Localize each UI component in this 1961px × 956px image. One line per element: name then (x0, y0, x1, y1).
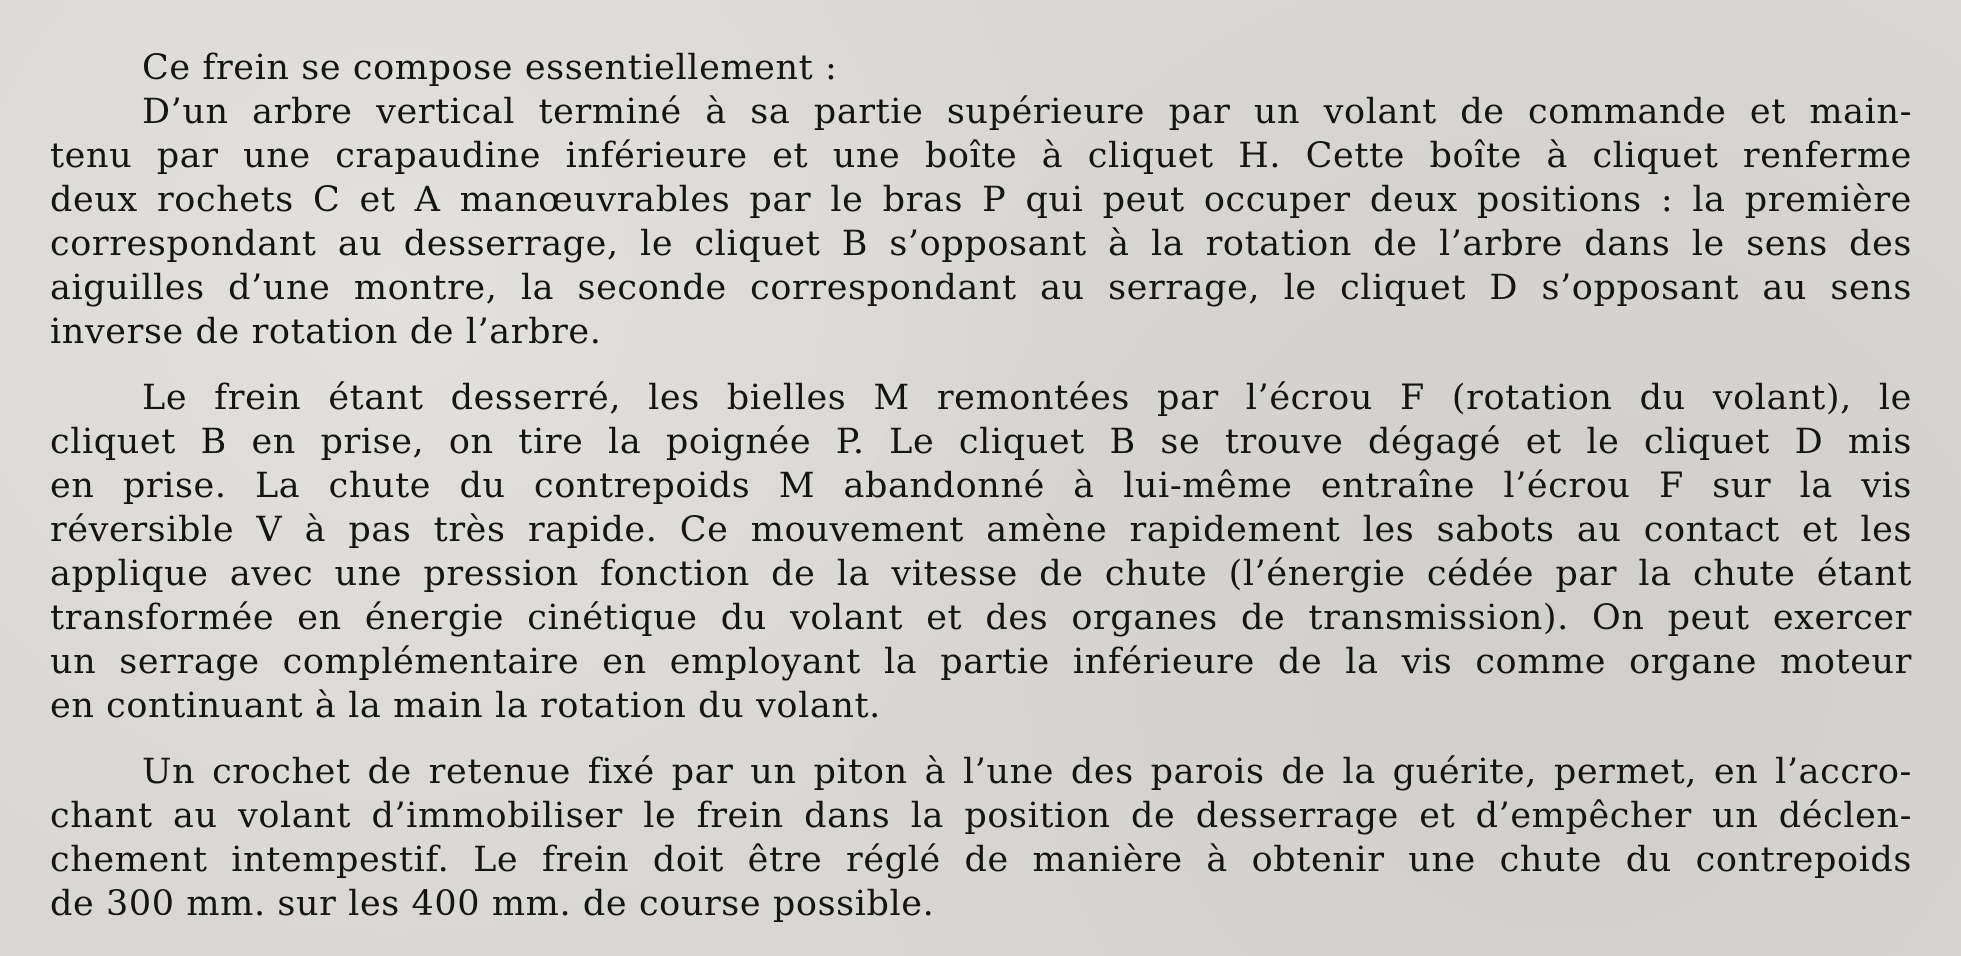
paragraph-line: en prise. La chute du contrepoids M abandonné à lui-même entraîne l’écrou F sur la vis (50, 466, 1912, 506)
paragraph-line: aiguilles d’une montre, la seconde correspondant au serrage, le cliquet D s’opposant au sens (50, 268, 1912, 308)
paragraph-line: Le frein étant desserré, les bielles M remontées par l’écrou F (rotation du volant), le (142, 378, 1912, 418)
paragraph-line: en continuant à la main la rotation du volant. (50, 686, 881, 726)
paragraph-line: Un crochet de retenue fixé par un piton à l’une des parois de la guérite, permet, en l’accro- (142, 752, 1912, 792)
paragraph-line: inverse de rotation de l’arbre. (50, 312, 602, 352)
paragraph-line: chant au volant d’immobiliser le frein dans la position de desserrage et d’empêcher un déclen- (50, 796, 1912, 836)
paragraph-line: réversible V à pas très rapide. Ce mouvement amène rapidement les sabots au contact et les (50, 510, 1912, 550)
paragraph-line: cliquet B en prise, on tire la poignée P. Le cliquet B se trouve dégagé et le cliquet D mis (50, 422, 1912, 462)
paragraph-2 (50, 376, 1919, 728)
paragraph-line: applique avec une pression fonction de la vitesse de chute (l’énergie cédée par la chute étant (50, 554, 1912, 594)
paragraph-line: correspondant au desserrage, le cliquet B s’opposant à la rotation de l’arbre dans le sens des (50, 224, 1912, 264)
paragraph-1 (50, 90, 1919, 354)
paragraph-line: tenu par une crapaudine inférieure et une boîte à cliquet H. Cette boîte à cliquet renferme (50, 136, 1912, 176)
paragraph-3 (50, 750, 1919, 926)
intro-paragraph (50, 46, 1919, 90)
paragraph-line: D’un arbre vertical terminé à sa partie supérieure par un volant de commande et main- (142, 92, 1912, 132)
paragraph-line: chement intempestif. Le frein doit être réglé de manière à obtenir une chute du contrepoids (50, 840, 1912, 880)
paragraph-line: deux rochets C et A manœuvrables par le bras P qui peut occuper deux positions : la première (50, 180, 1912, 220)
paragraph-line: de 300 mm. sur les 400 mm. de course possible. (50, 884, 935, 924)
intro-line: Ce frein se compose essentiellement : (142, 48, 838, 88)
paragraph-line: transformée en énergie cinétique du volant et des organes de transmission). On peut exercer (50, 598, 1912, 638)
paragraph-line: un serrage complémentaire en employant la partie inférieure de la vis comme organe moteur (50, 642, 1912, 682)
